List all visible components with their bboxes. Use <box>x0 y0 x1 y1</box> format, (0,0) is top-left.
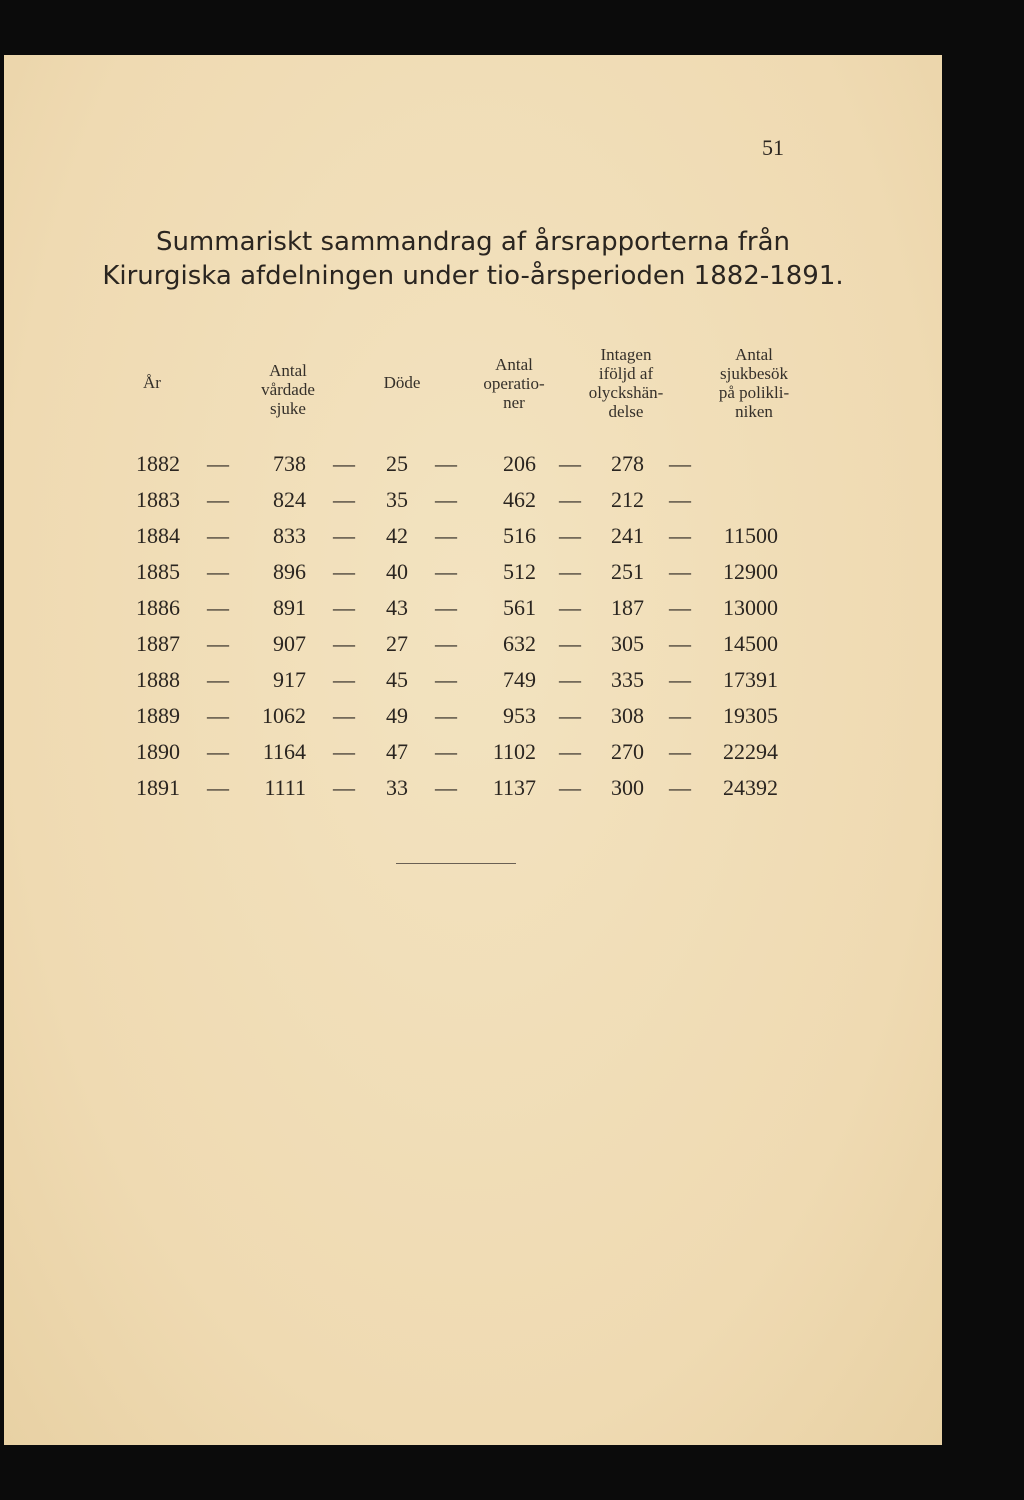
cell-year: 1889 <box>136 703 180 728</box>
dash-separator: — <box>669 775 691 800</box>
cell-visits: 11500 <box>723 523 778 548</box>
cell-year: 1884 <box>136 523 180 548</box>
dash-separator: — <box>207 739 229 764</box>
dash-separator: — <box>333 451 355 476</box>
cell-visits: 13000 <box>723 595 778 620</box>
dash-separator: — <box>333 631 355 656</box>
header-operations: Antal operatio- ner <box>483 355 545 412</box>
dash-separator: — <box>559 739 581 764</box>
dash-separator: — <box>333 667 355 692</box>
cell-operations: 462 <box>503 487 536 512</box>
dash-separator: — <box>207 487 229 512</box>
cell-year: 1886 <box>136 595 180 620</box>
cell-dead: 47 <box>386 739 408 764</box>
cell-visits: 12900 <box>723 559 778 584</box>
dash-separator: — <box>669 631 691 656</box>
dash-separator: — <box>669 595 691 620</box>
cell-accidents: 335 <box>611 667 644 692</box>
cell-cared: 824 <box>273 487 306 512</box>
dash-separator: — <box>669 451 691 476</box>
cell-accidents: 305 <box>611 631 644 656</box>
dash-separator: — <box>559 631 581 656</box>
dash-separator: — <box>669 523 691 548</box>
table-row <box>4 487 942 517</box>
cell-cared: 917 <box>273 667 306 692</box>
dash-separator: — <box>669 487 691 512</box>
cell-operations: 516 <box>503 523 536 548</box>
cell-year: 1882 <box>136 451 180 476</box>
cell-operations: 953 <box>503 703 536 728</box>
table-row <box>4 631 942 661</box>
dash-separator: — <box>435 775 457 800</box>
cell-cared: 833 <box>273 523 306 548</box>
dash-separator: — <box>435 667 457 692</box>
cell-dead: 43 <box>386 595 408 620</box>
cell-accidents: 270 <box>611 739 644 764</box>
page-title <box>4 225 942 293</box>
dash-separator: — <box>559 667 581 692</box>
dash-separator: — <box>333 739 355 764</box>
closing-rule <box>396 863 516 864</box>
dash-separator: — <box>207 559 229 584</box>
cell-dead: 40 <box>386 559 408 584</box>
cell-accidents: 278 <box>611 451 644 476</box>
header-visits: Antal sjukbesök på polikli- niken <box>718 345 790 421</box>
cell-accidents: 300 <box>611 775 644 800</box>
cell-visits: 22294 <box>723 739 778 764</box>
dash-separator: — <box>207 703 229 728</box>
header-year: År <box>143 373 161 392</box>
title-line-2: Kirurgiska afdelningen under tio-årsperioden 1882-1891. <box>102 261 844 291</box>
dash-separator: — <box>435 739 457 764</box>
cell-operations: 1137 <box>492 775 536 800</box>
dash-separator: — <box>435 703 457 728</box>
cell-dead: 49 <box>386 703 408 728</box>
page-number: 51 <box>762 135 784 160</box>
cell-dead: 25 <box>386 451 408 476</box>
table-row <box>4 451 942 481</box>
dash-separator: — <box>559 775 581 800</box>
cell-accidents: 308 <box>611 703 644 728</box>
cell-year: 1888 <box>136 667 180 692</box>
dash-separator: — <box>669 559 691 584</box>
cell-accidents: 251 <box>611 559 644 584</box>
cell-cared: 1164 <box>262 739 306 764</box>
table-row <box>4 667 942 697</box>
cell-visits: 17391 <box>723 667 778 692</box>
dash-separator: — <box>435 595 457 620</box>
cell-cared: 738 <box>273 451 306 476</box>
title-line-1: Summariskt sammandrag af årsrapporterna från <box>155 227 791 257</box>
dash-separator: — <box>669 667 691 692</box>
cell-year: 1887 <box>136 631 180 656</box>
dash-separator: — <box>207 595 229 620</box>
cell-year: 1890 <box>136 739 180 764</box>
table-row <box>4 775 942 805</box>
dash-separator: — <box>435 631 457 656</box>
cell-cared: 891 <box>273 595 306 620</box>
cell-dead: 35 <box>386 487 408 512</box>
dash-separator: — <box>559 523 581 548</box>
dash-separator: — <box>435 559 457 584</box>
cell-operations: 749 <box>503 667 536 692</box>
header-dead: Döde <box>383 373 421 392</box>
dash-separator: — <box>207 523 229 548</box>
dash-separator: — <box>559 703 581 728</box>
cell-cared: 907 <box>273 631 306 656</box>
dash-separator: — <box>207 775 229 800</box>
document-page <box>4 55 942 1445</box>
cell-operations: 206 <box>503 451 536 476</box>
cell-visits: 14500 <box>723 631 778 656</box>
table-row <box>4 559 942 589</box>
cell-operations: 512 <box>503 559 536 584</box>
header-cared: Antal vårdade sjuke <box>261 361 315 418</box>
cell-accidents: 212 <box>611 487 644 512</box>
dash-separator: — <box>333 775 355 800</box>
cell-accidents: 187 <box>611 595 644 620</box>
cell-operations: 1102 <box>492 739 536 764</box>
dash-separator: — <box>333 559 355 584</box>
dash-separator: — <box>207 631 229 656</box>
dash-separator: — <box>669 739 691 764</box>
cell-dead: 42 <box>386 523 408 548</box>
dash-separator: — <box>669 703 691 728</box>
dash-separator: — <box>333 703 355 728</box>
cell-visits: 19305 <box>723 703 778 728</box>
dash-separator: — <box>333 523 355 548</box>
dash-separator: — <box>435 451 457 476</box>
cell-operations: 561 <box>503 595 536 620</box>
cell-year: 1883 <box>136 487 180 512</box>
dash-separator: — <box>207 451 229 476</box>
cell-cared: 896 <box>273 559 306 584</box>
cell-year: 1891 <box>136 775 180 800</box>
dash-separator: — <box>559 559 581 584</box>
table-row <box>4 739 942 769</box>
cell-dead: 45 <box>386 667 408 692</box>
dash-separator: — <box>435 523 457 548</box>
dash-separator: — <box>333 487 355 512</box>
dash-separator: — <box>435 487 457 512</box>
dash-separator: — <box>559 595 581 620</box>
table-row <box>4 703 942 733</box>
cell-dead: 27 <box>386 631 408 656</box>
table-row <box>4 595 942 625</box>
cell-cared: 1062 <box>262 703 306 728</box>
dash-separator: — <box>333 595 355 620</box>
table-row <box>4 523 942 553</box>
cell-year: 1885 <box>136 559 180 584</box>
dash-separator: — <box>207 667 229 692</box>
dash-separator: — <box>559 451 581 476</box>
cell-dead: 33 <box>386 775 408 800</box>
cell-accidents: 241 <box>611 523 644 548</box>
cell-operations: 632 <box>503 631 536 656</box>
cell-cared: 1111 <box>264 775 306 800</box>
header-accidents: Intagen iföljd af olyckshän- delse <box>588 345 664 421</box>
dash-separator: — <box>559 487 581 512</box>
cell-visits: 24392 <box>723 775 778 800</box>
